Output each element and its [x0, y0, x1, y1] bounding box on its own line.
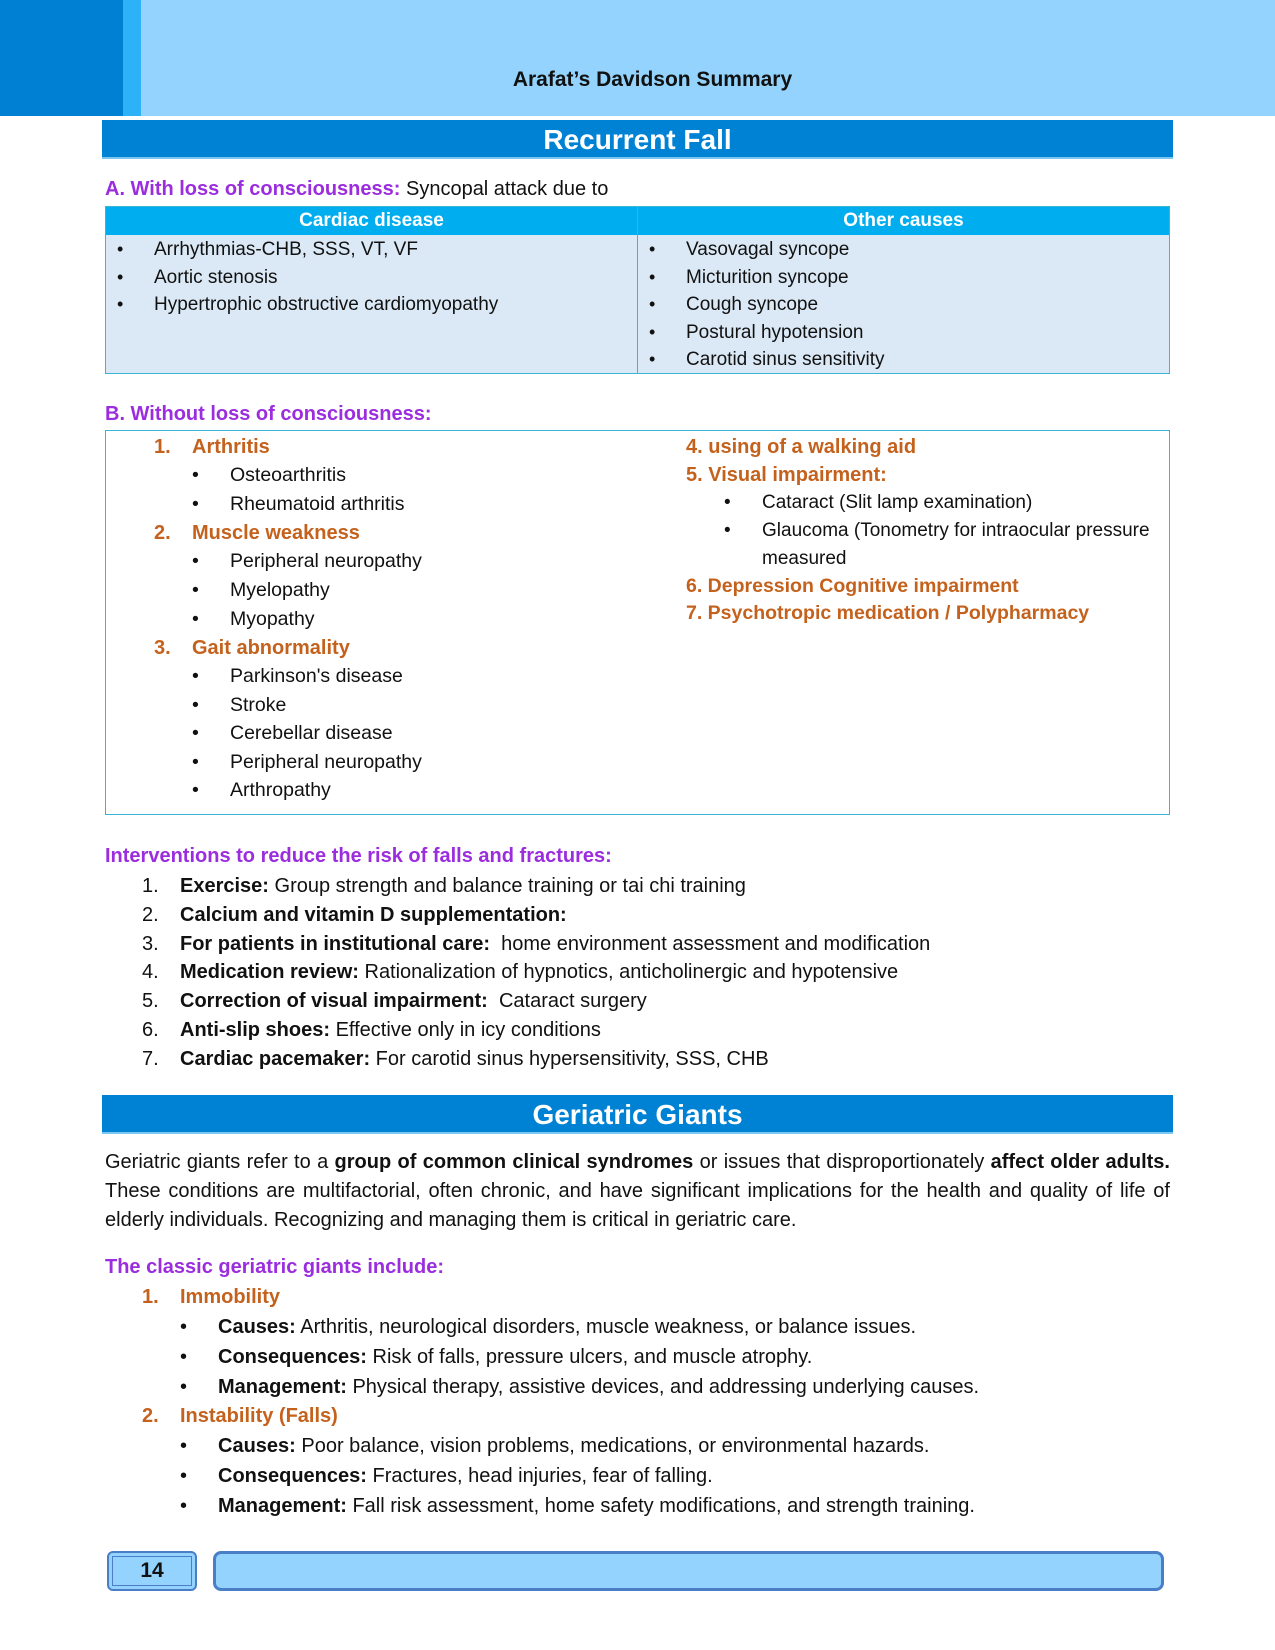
list-item: • Postural hypotension — [638, 319, 1169, 347]
giant-heading-instability: 2. Instability (Falls) — [142, 1405, 338, 1427]
giant-heading-immobility: 1. Immobility — [142, 1286, 281, 1308]
list-item: • Consequences: Risk of falls, pressure ulcers, and muscle atrophy. — [180, 1342, 1162, 1372]
section-a-heading — [105, 178, 608, 201]
table-column-other — [637, 207, 1169, 373]
section-b-heading: B. Without loss of consciousness: — [105, 403, 432, 425]
section-a-label: A. With loss of consciousness: — [105, 178, 401, 200]
list-item: • Consequences: Fractures, head injuries, fear of falling. — [180, 1461, 1162, 1491]
cause-heading-muscle-weakness: 2. Muscle weakness — [154, 522, 360, 544]
table-header-cardiac: Cardiac disease — [106, 207, 637, 235]
cause-heading-arthritis: 1. Arthritis — [154, 436, 270, 458]
section-a-rest: Syncopal attack due to — [400, 178, 609, 200]
interventions-list — [142, 872, 930, 1074]
list-item: • Arrhythmias-CHB, SSS, VT, VF — [106, 236, 637, 264]
list-item: • Cerebellar disease — [192, 719, 634, 748]
cause-heading-polypharmacy: 7. Psychotropic medication / Polypharmacy — [686, 602, 1090, 624]
section-banner-recurrent-fall: Recurrent Fall — [102, 120, 1173, 159]
giants-list — [142, 1283, 1162, 1521]
list-item: • Causes: Poor balance, vision problems, medications, or environmental hazards. — [180, 1431, 1162, 1461]
cause-heading-visual-impairment: 5. Visual impairment: — [686, 464, 887, 486]
giants-list-heading: The classic geriatric giants include: — [105, 1256, 445, 1278]
list-item: 3. For patients in institutional care: home environment assessment and modification — [142, 932, 931, 955]
list-item: • Peripheral neuropathy — [192, 547, 634, 576]
list-item: • Cataract (Slit lamp examination) — [724, 489, 1166, 517]
list-item: 6. Anti-slip shoes: Effective only in icy conditions — [142, 1018, 601, 1041]
list-item: • Stroke — [192, 691, 634, 720]
page-number-box — [107, 1551, 197, 1591]
footer-bar — [213, 1551, 1164, 1591]
list-item: 5. Correction of visual impairment: Cataract surgery — [142, 990, 647, 1013]
list-item: • Cough syncope — [638, 291, 1169, 319]
without-loc-left-column — [154, 433, 634, 805]
without-loc-box — [105, 430, 1170, 815]
list-item: • Myelopathy — [192, 576, 634, 605]
cause-heading-gait-abnormality: 3. Gait abnormality — [154, 637, 350, 659]
page-header — [0, 0, 1275, 116]
list-item: • Micturition syncope — [638, 264, 1169, 292]
list-item: • Carotid sinus sensitivity — [638, 346, 1169, 374]
list-item: • Causes: Arthritis, neurological disorders, muscle weakness, or balance issues. — [180, 1312, 1162, 1342]
interventions-heading: Interventions to reduce the risk of falls and fractures: — [105, 845, 612, 867]
list-item: • Rheumatoid arthritis — [192, 490, 634, 519]
section-banner-geriatric-giants: Geriatric Giants — [102, 1095, 1173, 1134]
without-loc-right-column — [686, 433, 1166, 627]
list-item: • Osteoarthritis — [192, 461, 634, 490]
list-item: • Peripheral neuropathy — [192, 748, 634, 777]
header-accent-dark — [0, 0, 123, 116]
list-item: • Aortic stenosis — [106, 264, 637, 292]
list-item: • Management: Fall risk assessment, home safety modifications, and strength training. — [180, 1491, 1162, 1521]
header-title: Arafat’s Davidson Summary — [512, 68, 793, 91]
list-item: • Parkinson's disease — [192, 662, 634, 691]
cause-heading-depression: 6. Depression Cognitive impairment — [686, 575, 1019, 597]
cause-heading-walking-aid: 4. using of a walking aid — [686, 436, 917, 458]
list-item: • Vasovagal syncope — [638, 236, 1169, 264]
list-item: • Hypertrophic obstructive cardiomyopathy — [106, 291, 637, 319]
list-item: • Myopathy — [192, 605, 634, 634]
page-number: 14 — [112, 1556, 192, 1586]
syncope-causes-table — [105, 206, 1170, 374]
geriatric-giants-intro: Geriatric giants refer to a group of common clinical syndromes or issues that disproportionately affect older adults. These conditions are multifactorial, often chronic, and have significant implications for the health and quality of life of elderly individuals. Recognizing and managing them is critical in geriatric care. — [105, 1151, 1170, 1231]
header-accent-strip — [123, 0, 141, 116]
table-column-cardiac — [106, 207, 637, 373]
list-item: • Glaucoma (Tonometry for intraocular pressure measured — [724, 517, 1166, 573]
list-item: 1. Exercise: Group strength and balance training or tai chi training — [142, 875, 746, 897]
list-item: 7. Cardiac pacemaker: For carotid sinus hypersensitivity, SSS, CHB — [142, 1047, 769, 1070]
table-header-other: Other causes — [638, 207, 1169, 235]
list-item: 2. Calcium and vitamin D supplementation: — [142, 903, 567, 926]
list-item: 4. Medication review: Rationalization of hypnotics, anticholinergic and hypotensive — [142, 961, 899, 984]
list-item: • Arthropathy — [192, 776, 634, 805]
list-item: • Management: Physical therapy, assistive devices, and addressing underlying causes. — [180, 1372, 1162, 1402]
